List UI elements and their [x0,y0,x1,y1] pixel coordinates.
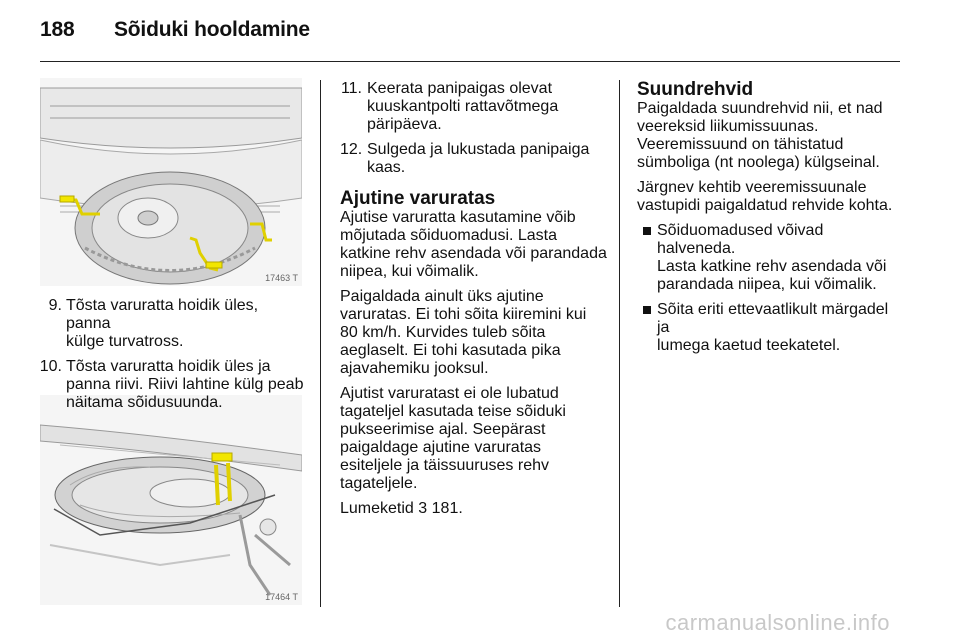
text-line: tagateljel kasutada teise sõiduki [340,403,566,420]
wheel-holder-illustration [40,395,302,605]
paragraph [340,209,610,281]
text-line: vastupidi paigaldatud rehvide kohta. [637,197,893,214]
page-header [40,18,310,42]
figure-spare-wheel-holder [40,395,302,605]
text-line: tagateljele. [340,475,418,492]
crossref-page: 181. [431,500,463,517]
column-2 [340,80,610,525]
step-text-line: kaas. [367,159,406,176]
step-text-line: näitama sõidusuunda. [66,394,223,411]
step-text-line: päripäeva. [367,116,442,133]
step-text-line: panna riivi. Riivi lahtine külg peab [66,376,304,393]
bullet-square-icon [643,306,651,314]
text-line: pukseerimise ajal. Seepärast [340,421,546,438]
paragraph [637,100,905,172]
column-divider-1 [320,80,321,607]
step-10 [40,358,305,412]
step-text-line: Tõsta varuratta hoidik üles ja [66,358,271,375]
text-line: varuratas. Ei tohi sõita kiiremini kui [340,306,587,323]
step-number: 12. [340,141,363,158]
text-line: Ajutise varuratta kasutamine võib [340,209,576,226]
text-line: Veeremissuund on tähistatud [637,136,844,153]
header-rule [40,61,900,62]
step-number: 11. [340,80,362,97]
crossref-arrow-icon [418,500,427,517]
text-line: paigaldage ajutine varuratas [340,439,542,456]
crossref-symbol: 3 [418,500,428,517]
figure-spare-wheel-under-car [40,78,302,286]
text-line: Lasta katkine rehv asendada või [657,258,887,275]
paragraph [637,179,905,215]
text-line: niipea, kui võimalik. [340,263,479,280]
paragraph [340,385,610,493]
step-11 [340,80,610,134]
step-text-line: Sulgeda ja lukustada panipaiga [367,141,590,158]
page-number: 188 [40,18,75,41]
text-line: lumega kaetud teekatetel. [657,337,841,354]
bullet-item [637,301,905,355]
text-line: Sõita eriti ettevaatlikult märgadel ja [657,301,889,336]
text-line: veereksid liikumissuunas. [637,118,819,135]
column-1 [40,297,305,419]
text-line: Sõiduomadused võivad halveneda. [657,222,824,257]
crossref-snow-chains [340,500,610,518]
step-12 [340,141,610,177]
figure-code: 17464 T [265,592,298,602]
text-line: Paigaldada ainult üks ajutine [340,288,544,305]
text-line: parandada niipea, kui võimalik. [657,276,877,293]
section-heading-directional-tyres: Suundrehvid [637,79,754,100]
step-number: 10. [39,358,62,375]
page-title: Sõiduki hooldamine [114,18,310,41]
paragraph [340,288,610,378]
column-3 [637,80,905,362]
step-9 [40,297,305,351]
figure-code: 17463 T [265,273,298,283]
section-heading-temporary-spare: Ajutine varuratas [340,188,496,209]
text-line: aeglaselt. Ei tohi kasutada pika [340,342,561,359]
text-line: Paigaldada suundrehvid nii, et nad [637,100,883,117]
step-text-line: külge turvatross. [66,333,184,350]
text-line: ajavahemiku jooksul. [340,360,489,377]
spare-wheel-illustration [40,78,302,286]
text-line: Järgnev kehtib veeremissuunale [637,179,867,196]
column-divider-2 [619,80,620,607]
step-number: 9. [48,297,62,314]
bullet-item [637,222,905,294]
crossref-text: Lumeketid [340,500,414,517]
text-line: mõjutada sõiduomadusi. Lasta [340,227,558,244]
bullet-square-icon [643,227,651,235]
text-line: 80 km/h. Kurvides tuleb sõita [340,324,546,341]
text-line: sümboliga (nt noolega) külgseinal. [637,154,880,171]
text-line: esiteljele ja täissuuruses rehv [340,457,549,474]
text-line: Ajutist varuratast ei ole lubatud [340,385,559,402]
step-text-line: Tõsta varuratta hoidik üles, panna [66,297,259,332]
step-text-line: Keerata panipaigas olevat [367,80,553,97]
watermark: carmanualsonline.info [665,610,890,635]
step-text-line: kuuskantpolti rattavõtmega [367,98,559,115]
text-line: katkine rehv asendada või parandada [340,245,607,262]
